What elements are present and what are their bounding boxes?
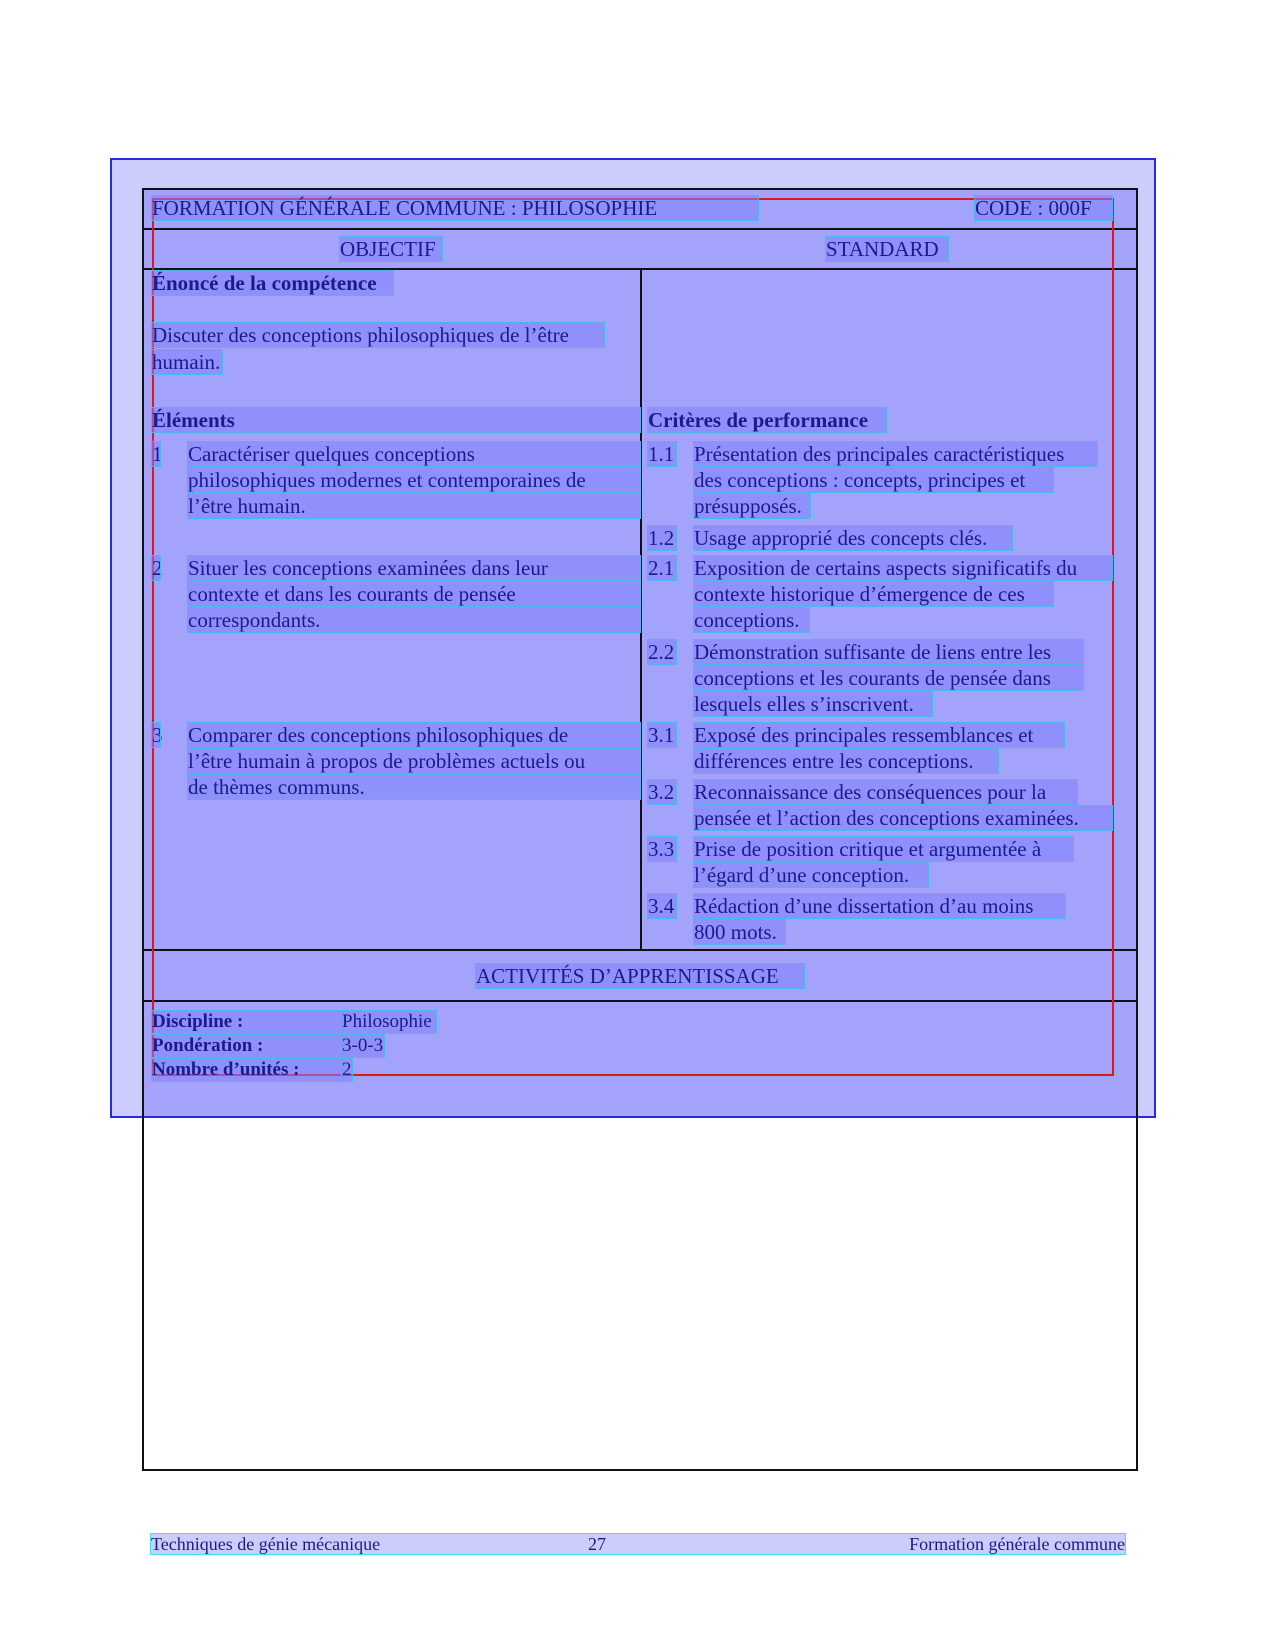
criterion-text-line: pensée et l’action des conceptions examinées.	[694, 806, 1112, 830]
criterion-text-line: Démonstration suffisante de liens entre les	[694, 640, 1083, 664]
discipline-value: Philosophie	[342, 1011, 436, 1033]
criterion-number: 3.1	[648, 723, 675, 747]
criterion-number: 3.4	[648, 894, 675, 918]
criterion-text-line: Présentation des principales caractéristiques	[694, 442, 1097, 466]
criterion-text-line: 800 mots.	[694, 920, 785, 944]
footer-page-number: 27	[588, 1534, 606, 1554]
criterion-text-line: Exposition de certains aspects significatifs du	[694, 556, 1112, 580]
element-text-line: de thèmes communs.	[188, 775, 640, 799]
element-text-line: philosophiques modernes et contemporaines de	[188, 468, 640, 492]
criterion-text-line: différences entre les conceptions.	[694, 749, 998, 773]
criterion-text-line: présupposés.	[694, 494, 810, 518]
discipline-label: Discipline :	[152, 1011, 342, 1033]
element-text-line: l’être humain.	[188, 494, 640, 518]
criteria-heading: Critères de performance	[648, 408, 886, 432]
course-code: CODE : 000F	[975, 196, 1112, 220]
footer-section: Formation générale commune	[909, 1534, 1125, 1554]
criterion-text-line: contexte historique d’émergence de ces	[694, 582, 1053, 606]
footer-program: Techniques de génie mécanique	[151, 1534, 381, 1554]
elements-heading: Éléments	[152, 408, 640, 432]
criterion-text-line: conceptions et les courants de pensée dans	[694, 666, 1083, 690]
activities-heading: ACTIVITÉS D’APPRENTISSAGE	[476, 964, 804, 988]
page-title: FORMATION GÉNÉRALE COMMUNE : PHILOSOPHIE	[152, 196, 758, 220]
element-number: 3	[152, 723, 163, 747]
criterion-text-line: Reconnaissance des conséquences pour la	[694, 780, 1077, 804]
criterion-number: 2.2	[648, 640, 675, 664]
element-text-line: Situer les conceptions examinées dans leur	[188, 556, 640, 580]
element-number: 2	[152, 556, 163, 580]
competence-text-line: humain.	[152, 350, 221, 374]
criterion-number: 1.1	[648, 442, 675, 466]
column-header-standard: STANDARD	[826, 237, 948, 261]
units-label: Nombre d’unités :	[152, 1059, 342, 1081]
criterion-text-line: Usage approprié des concepts clés.	[694, 526, 1012, 550]
criterion-number: 1.2	[648, 526, 675, 550]
element-text-line: Caractériser quelques conceptions	[188, 442, 640, 466]
element-number: 1	[152, 442, 163, 466]
criterion-text-line: lesquels elles s’inscrivent.	[694, 692, 932, 716]
competence-heading: Énoncé de la compétence	[152, 271, 393, 295]
page-footer	[151, 1534, 1125, 1554]
element-text-line: correspondants.	[188, 608, 640, 632]
units-value: 2	[342, 1059, 352, 1080]
criterion-text-line: des conceptions : concepts, principes et	[694, 468, 1053, 492]
criterion-number: 3.2	[648, 780, 675, 804]
element-text-line: l’être humain à propos de problèmes actuels ou	[188, 749, 640, 773]
competence-text-line: Discuter des conceptions philosophiques de l’être	[152, 323, 604, 347]
criterion-number: 3.3	[648, 837, 675, 861]
column-header-objectif: OBJECTIF	[340, 237, 442, 261]
criterion-text-line: conceptions.	[694, 608, 809, 632]
ponderation-label: Pondération :	[152, 1035, 342, 1057]
element-text-line: contexte et dans les courants de pensée	[188, 582, 640, 606]
criterion-number: 2.1	[648, 556, 675, 580]
criterion-text-line: Exposé des principales ressemblances et	[694, 723, 1064, 747]
criterion-text-line: l’égard d’une conception.	[694, 863, 928, 887]
criterion-text-line: Rédaction d’une dissertation d’au moins	[694, 894, 1065, 918]
criterion-text-line: Prise de position critique et argumentée à	[694, 837, 1073, 861]
ponderation-value: 3-0-3	[342, 1035, 384, 1056]
element-text-line: Comparer des conceptions philosophiques de	[188, 723, 640, 747]
